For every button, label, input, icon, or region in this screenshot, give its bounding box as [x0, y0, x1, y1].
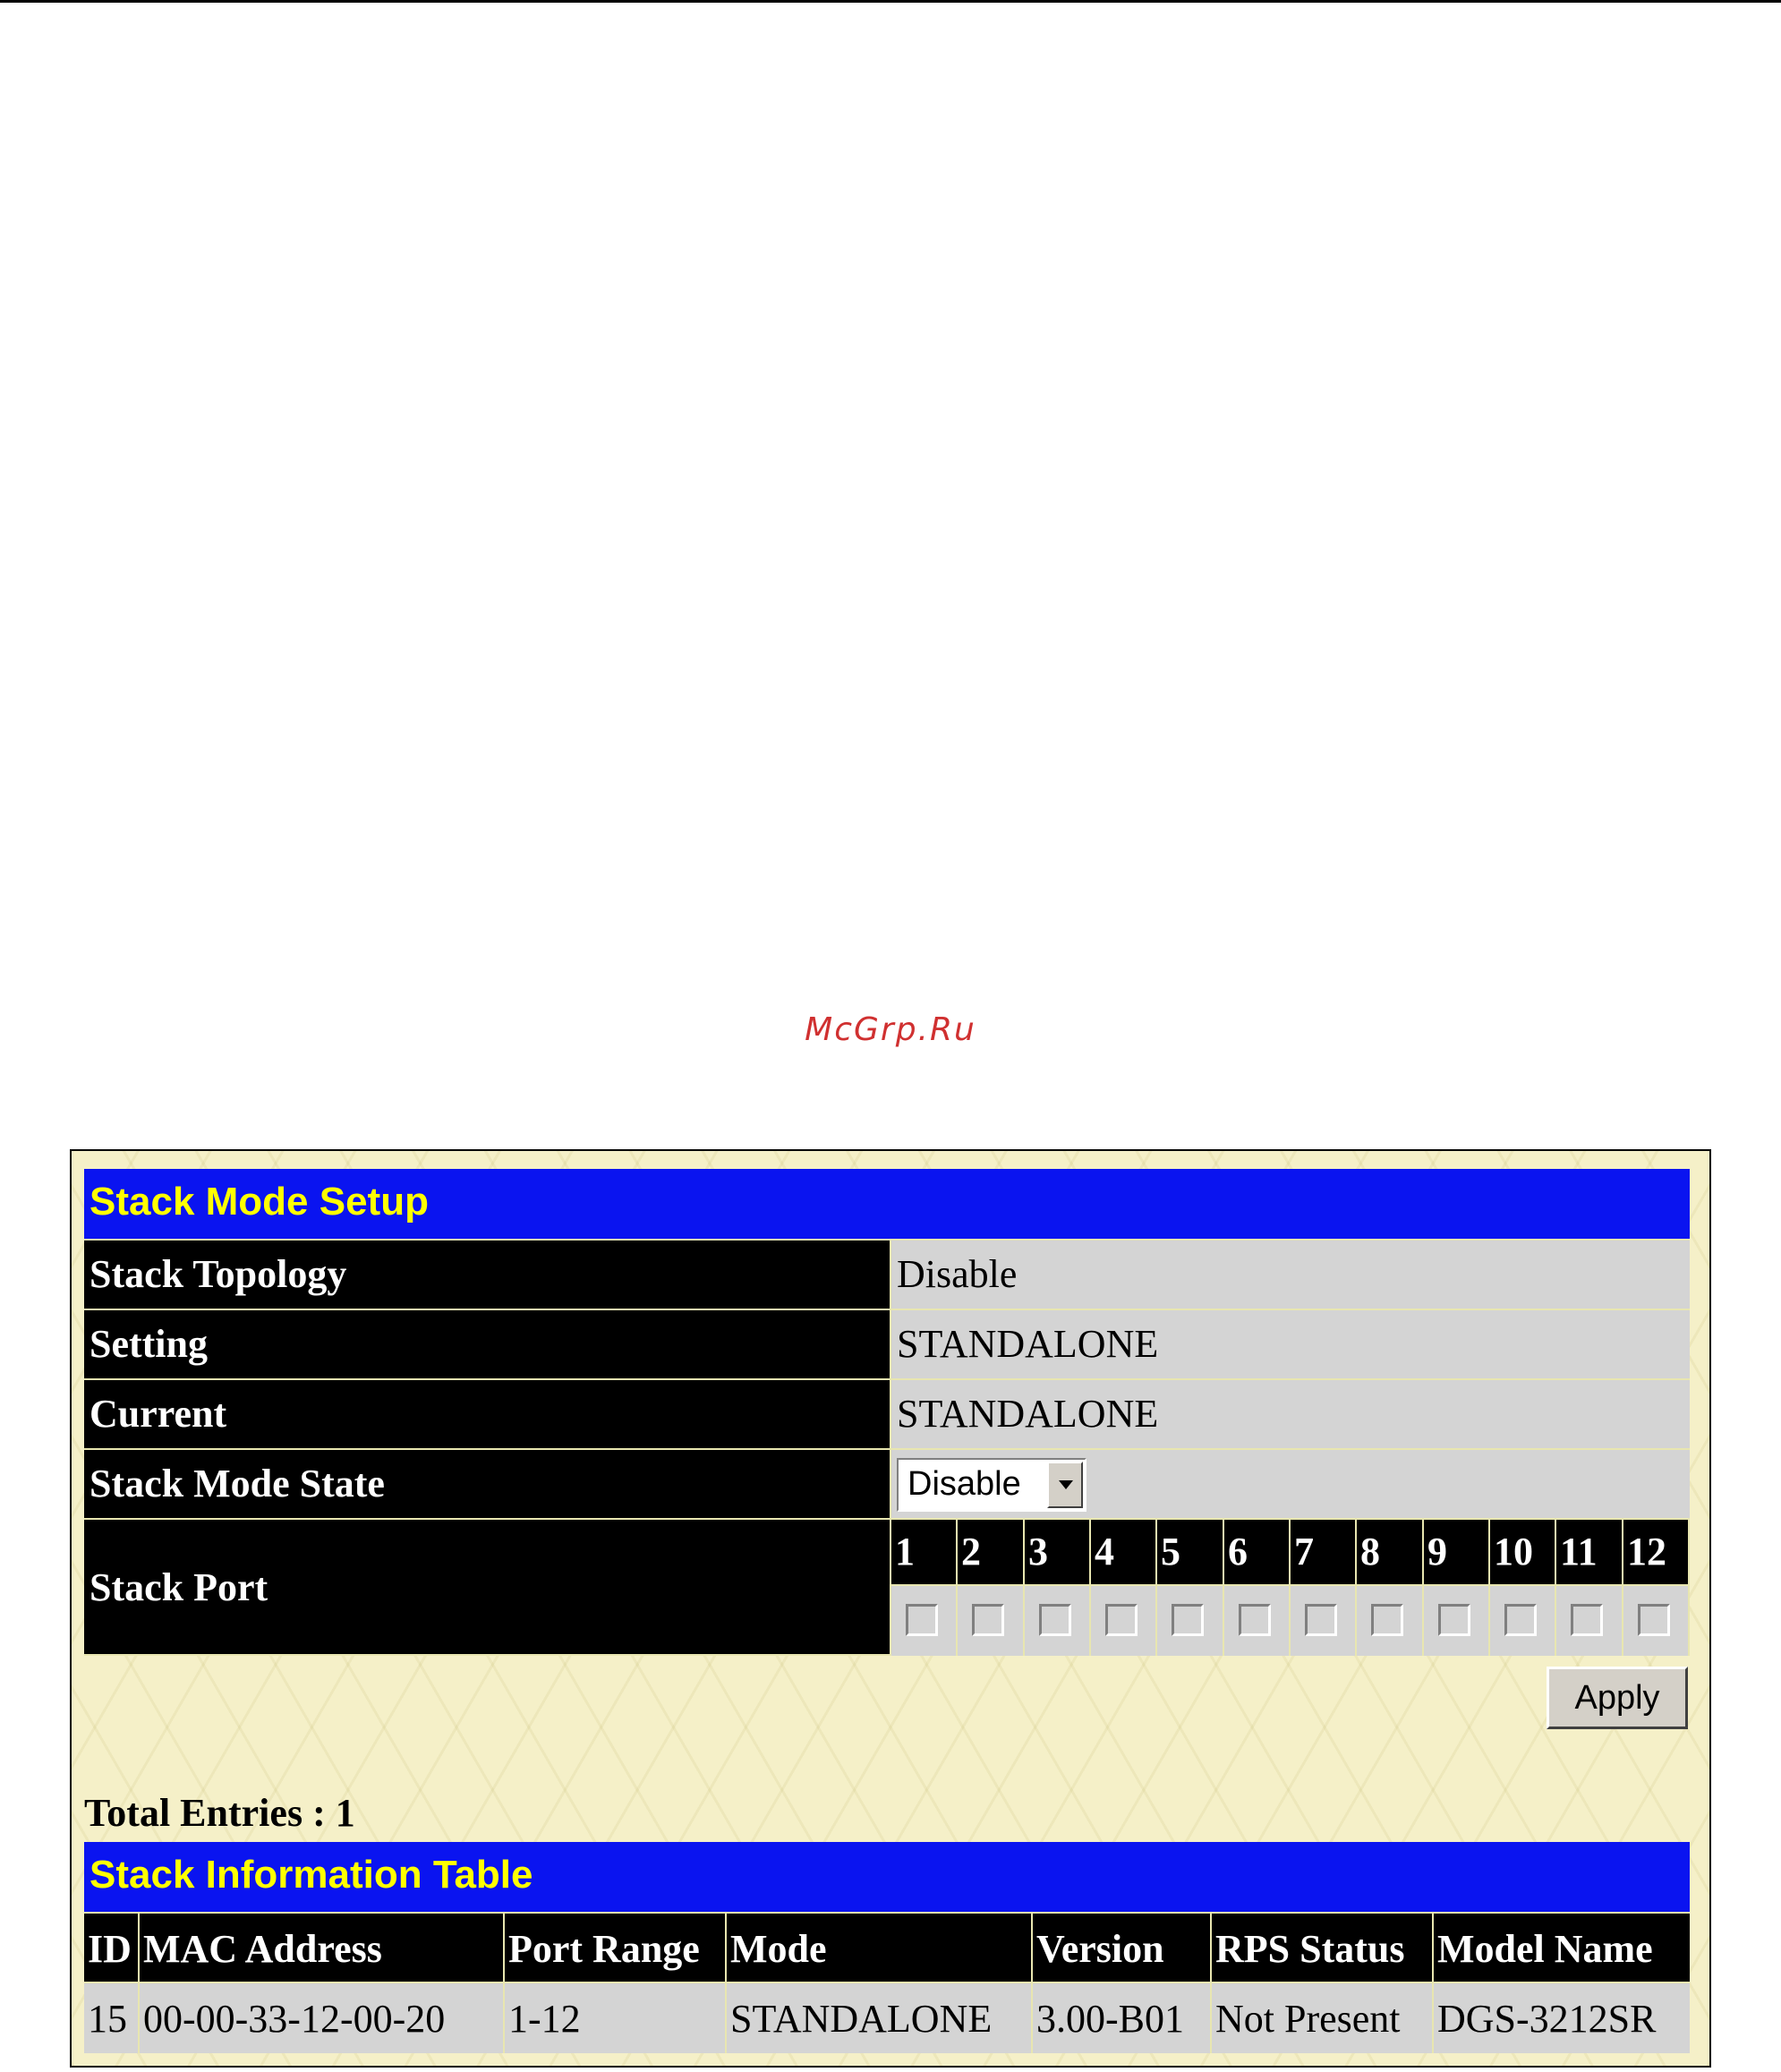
stack-port-checkbox-cell — [1490, 1586, 1556, 1656]
stack-info-table-columns — [84, 1914, 1690, 1983]
stack-port-checkbox-cell — [1224, 1586, 1291, 1656]
apply-button[interactable]: Apply — [1547, 1667, 1688, 1729]
stack-port-number-label: 8 — [1360, 1530, 1380, 1573]
setting-value: STANDALONE — [897, 1322, 1159, 1366]
stack-port-3-checkbox[interactable] — [1039, 1604, 1071, 1636]
table-row — [84, 1983, 1690, 2053]
current-value: STANDALONE — [897, 1392, 1159, 1436]
stack-mode-state-label: Stack Mode State — [89, 1462, 385, 1505]
stack-port-2-checkbox[interactable] — [972, 1604, 1004, 1636]
cell-rps-status: Not Present — [1215, 1997, 1401, 2041]
stack-port-10-checkbox[interactable] — [1504, 1604, 1537, 1636]
stack-port-number-label: 10 — [1494, 1530, 1533, 1573]
stack-port-number — [891, 1520, 958, 1586]
stack-port-checkbox-cell — [1157, 1586, 1224, 1656]
stack-port-number — [1025, 1520, 1091, 1586]
top-rule — [0, 0, 1781, 3]
row-stack-port — [84, 1520, 1690, 1656]
stack-mode-setup-title: Stack Mode Setup — [89, 1180, 429, 1224]
column-header: Mode — [730, 1927, 827, 1971]
stack-port-checkbox-cell — [958, 1586, 1025, 1656]
stack-port-checkbox-cell — [1025, 1586, 1091, 1656]
stack-port-checkbox-cell — [1291, 1586, 1357, 1656]
column-header: Model Name — [1437, 1927, 1653, 1971]
stack-port-number-label: 1 — [895, 1530, 915, 1573]
stack-port-number — [1556, 1520, 1623, 1586]
row-stack-topology — [84, 1241, 1690, 1310]
stack-port-5-checkbox[interactable] — [1172, 1604, 1204, 1636]
column-header: Port Range — [508, 1927, 700, 1971]
stack-port-checkbox-cell — [1357, 1586, 1424, 1656]
stack-port-1-checkbox[interactable] — [906, 1604, 938, 1636]
stack-info-table-header — [84, 1842, 1690, 1914]
stack-port-number-label: 2 — [961, 1530, 981, 1573]
cell-port-range: 1-12 — [508, 1997, 581, 2041]
stack-info-table-title: Stack Information Table — [89, 1853, 533, 1897]
stack-mode-state-select[interactable] — [897, 1458, 1086, 1512]
chevron-down-icon[interactable] — [1047, 1462, 1083, 1508]
column-header: RPS Status — [1215, 1927, 1405, 1971]
cell-id: 15 — [88, 1997, 127, 2041]
row-setting — [84, 1310, 1690, 1380]
column-header: MAC Address — [143, 1927, 382, 1971]
stack-port-11-checkbox[interactable] — [1571, 1604, 1603, 1636]
row-stack-mode-state — [84, 1450, 1690, 1520]
total-entries — [84, 1790, 355, 1836]
stack-port-number — [1357, 1520, 1424, 1586]
stack-port-number — [1091, 1520, 1157, 1586]
row-current — [84, 1380, 1690, 1450]
total-entries-count: 1 — [335, 1791, 355, 1835]
current-label: Current — [89, 1392, 227, 1436]
stack-port-number — [1490, 1520, 1556, 1586]
stack-port-number-label: 9 — [1427, 1530, 1447, 1573]
stack-port-number — [1424, 1520, 1490, 1586]
stack-panel — [70, 1149, 1711, 2068]
stack-port-12-checkbox[interactable] — [1638, 1604, 1670, 1636]
stack-port-number — [1623, 1520, 1690, 1586]
stack-port-number — [1157, 1520, 1224, 1586]
cell-mode: STANDALONE — [730, 1997, 993, 2041]
stack-port-checkbox-cell — [1424, 1586, 1490, 1656]
stack-topology-value: Disable — [897, 1252, 1018, 1296]
stack-port-number — [958, 1520, 1025, 1586]
stack-port-7-checkbox[interactable] — [1305, 1604, 1337, 1636]
stack-port-number — [1291, 1520, 1357, 1586]
watermark: McGrp.Ru — [805, 1011, 976, 1048]
total-entries-label: Total Entries : — [84, 1791, 326, 1835]
stack-port-6-checkbox[interactable] — [1239, 1604, 1271, 1636]
stack-port-number — [1224, 1520, 1291, 1586]
stack-port-number-label: 12 — [1627, 1530, 1666, 1573]
stack-port-label: Stack Port — [89, 1565, 268, 1609]
stack-port-checkbox-cell — [1556, 1586, 1623, 1656]
stack-port-number-label: 7 — [1294, 1530, 1314, 1573]
stack-port-4-checkbox[interactable] — [1105, 1604, 1138, 1636]
cell-version: 3.00-B01 — [1036, 1997, 1184, 2041]
setting-label: Setting — [89, 1322, 208, 1366]
stack-mode-state-selected: Disable — [908, 1465, 1021, 1503]
stack-mode-setup-header — [84, 1169, 1690, 1241]
stack-port-grid — [891, 1520, 1690, 1656]
stack-port-number-label: 4 — [1095, 1530, 1114, 1573]
stack-port-checkbox-cell — [1091, 1586, 1157, 1656]
stack-topology-label: Stack Topology — [89, 1252, 347, 1296]
cell-mac-address: 00-00-33-12-00-20 — [143, 1997, 446, 2041]
stack-port-number-label: 6 — [1228, 1530, 1248, 1573]
stack-port-number-label: 11 — [1560, 1530, 1598, 1573]
stack-port-number-label: 5 — [1161, 1530, 1180, 1573]
cell-model-name: DGS-3212SR — [1437, 1997, 1657, 2041]
column-header: ID — [88, 1927, 132, 1971]
stack-port-checkbox-cell — [891, 1586, 958, 1656]
stack-port-8-checkbox[interactable] — [1371, 1604, 1403, 1636]
stack-port-checkbox-cell — [1623, 1586, 1690, 1656]
stack-port-9-checkbox[interactable] — [1438, 1604, 1470, 1636]
stack-port-number-label: 3 — [1028, 1530, 1048, 1573]
column-header: Version — [1036, 1927, 1164, 1971]
